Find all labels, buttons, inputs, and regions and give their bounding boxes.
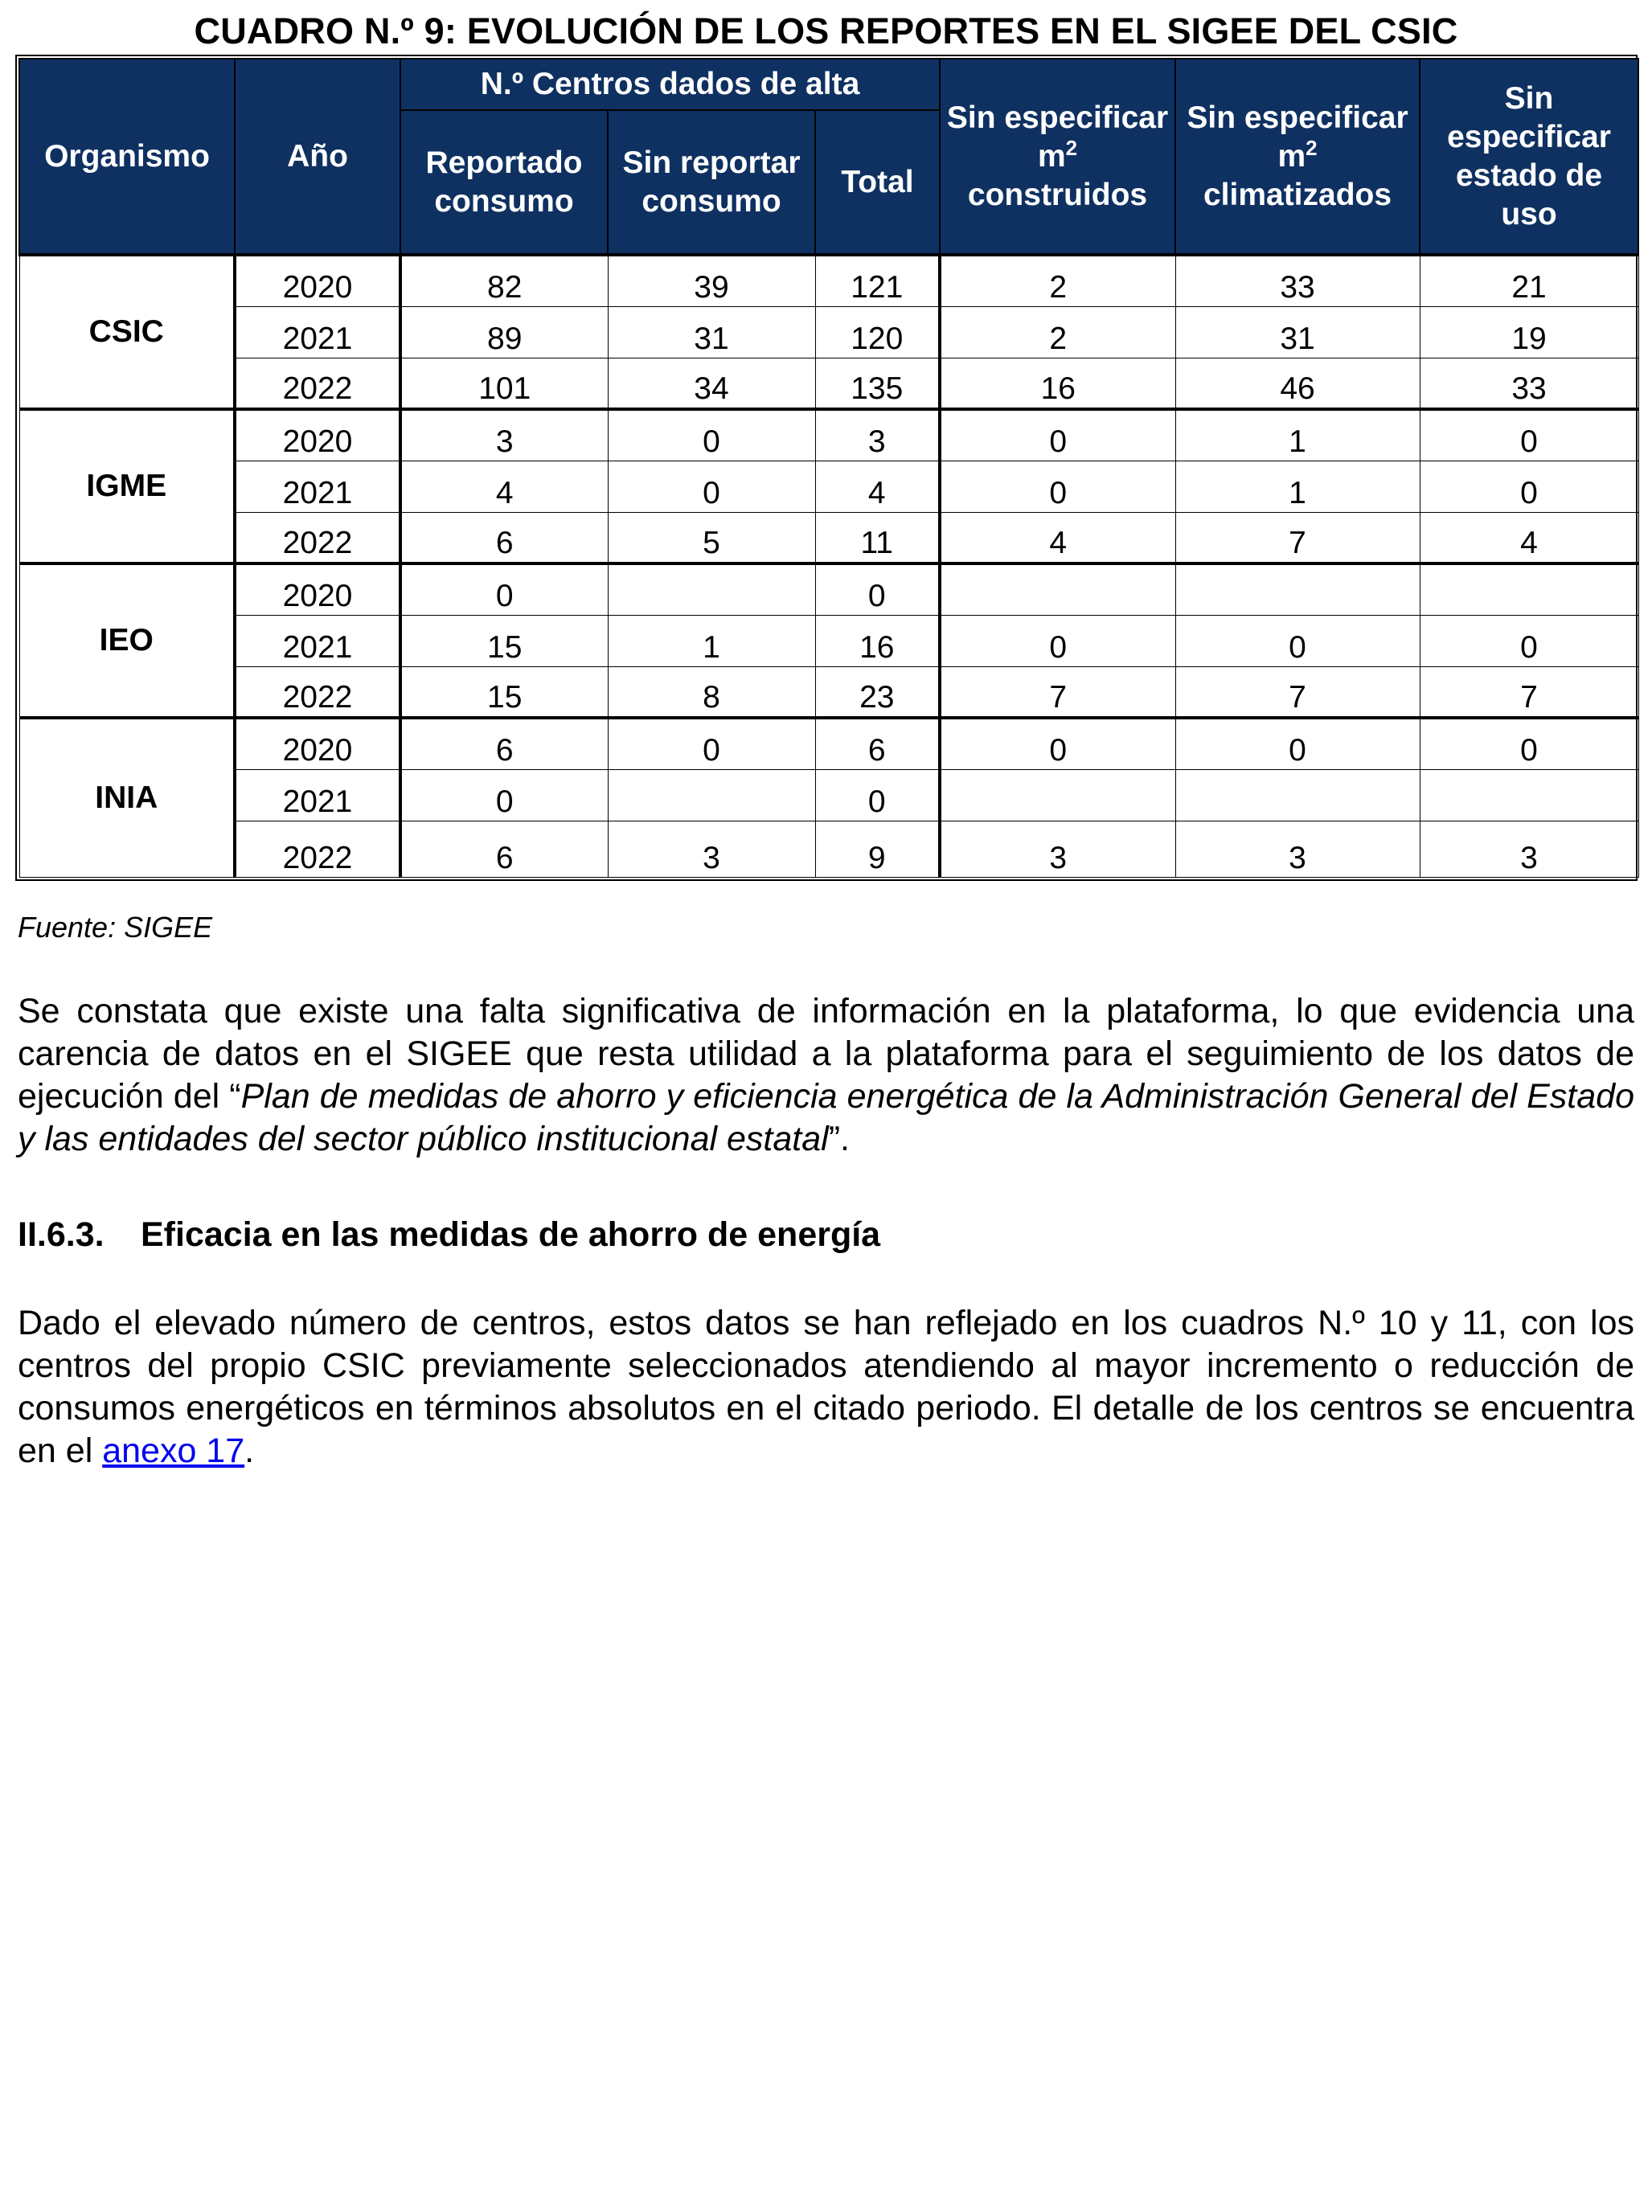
- value-cell: 7: [1420, 666, 1638, 718]
- table-body: [19, 255, 1638, 877]
- value-cell: 4: [940, 512, 1175, 563]
- organismo-cell: INIA: [19, 718, 235, 877]
- paragraph-1: Se constata que existe una falta significativa de información en la plataforma, lo que evidencia una carencia de datos en el SIGEE que resta utilidad a la plataforma para el seguimiento de los datos de ejecución del “Plan de medidas de ahorro y eficiencia energética de la Administración General del Estado y las entidades del sector público institucional estatal”.: [18, 992, 1634, 1158]
- value-cell: 0: [940, 718, 1175, 769]
- year-cell: 2022: [235, 358, 400, 409]
- table-row: [19, 409, 1638, 461]
- value-cell: 0: [608, 461, 815, 512]
- value-cell: 6: [400, 718, 608, 769]
- value-cell: 0: [1420, 718, 1638, 769]
- value-cell: 0: [400, 769, 608, 821]
- value-cell: 3: [1175, 821, 1420, 877]
- value-cell: 3: [815, 409, 940, 461]
- table-row: [19, 306, 1638, 358]
- value-cell: 1: [1175, 461, 1420, 512]
- table-row: [19, 615, 1638, 666]
- year-cell: 2021: [235, 615, 400, 666]
- year-cell: 2020: [235, 718, 400, 769]
- table-row: [19, 666, 1638, 718]
- year-cell: 2021: [235, 306, 400, 358]
- year-cell: 2022: [235, 821, 400, 877]
- header-estado-uso: Sin especificar estado de uso: [1420, 59, 1638, 255]
- value-cell: [1175, 563, 1420, 615]
- organismo-cell: CSIC: [19, 255, 235, 409]
- value-cell: 3: [400, 409, 608, 461]
- year-cell: 2020: [235, 255, 400, 306]
- value-cell: 0: [1420, 409, 1638, 461]
- value-cell: 33: [1175, 255, 1420, 306]
- year-cell: 2020: [235, 409, 400, 461]
- value-cell: 7: [1175, 512, 1420, 563]
- value-cell: 0: [608, 718, 815, 769]
- header-total: Total: [815, 110, 940, 255]
- value-cell: 3: [608, 821, 815, 877]
- value-cell: 0: [1175, 718, 1420, 769]
- value-cell: 31: [608, 306, 815, 358]
- year-cell: 2021: [235, 769, 400, 821]
- value-cell: 4: [815, 461, 940, 512]
- value-cell: 33: [1420, 358, 1638, 409]
- table-source: Fuente: SIGEE: [18, 911, 213, 944]
- value-cell: 1: [1175, 409, 1420, 461]
- value-cell: 120: [815, 306, 940, 358]
- table-row: [19, 358, 1638, 409]
- anexo-link[interactable]: anexo 17: [102, 1432, 245, 1470]
- organismo-cell: IGME: [19, 409, 235, 563]
- value-cell: 121: [815, 255, 940, 306]
- table-row: [19, 512, 1638, 563]
- value-cell: [1175, 769, 1420, 821]
- table-row: [19, 821, 1638, 877]
- value-cell: 46: [1175, 358, 1420, 409]
- value-cell: 39: [608, 255, 815, 306]
- value-cell: 0: [400, 563, 608, 615]
- year-cell: 2022: [235, 512, 400, 563]
- value-cell: [940, 769, 1175, 821]
- value-cell: 31: [1175, 306, 1420, 358]
- value-cell: 0: [1175, 615, 1420, 666]
- table-title: CUADRO N.º 9: EVOLUCIÓN DE LOS REPORTES EN EL SIGEE DEL CSIC: [194, 10, 1458, 51]
- value-cell: 3: [1420, 821, 1638, 877]
- value-cell: [608, 769, 815, 821]
- value-cell: 101: [400, 358, 608, 409]
- value-cell: [940, 563, 1175, 615]
- value-cell: 19: [1420, 306, 1638, 358]
- value-cell: 0: [940, 615, 1175, 666]
- table-row: [19, 461, 1638, 512]
- value-cell: 16: [815, 615, 940, 666]
- table-row: [19, 255, 1638, 306]
- header-m2-climatizados: Sin especificar $m^2$ climatizados: [1175, 59, 1420, 255]
- value-cell: 1: [608, 615, 815, 666]
- value-cell: [1420, 769, 1638, 821]
- value-cell: 89: [400, 306, 608, 358]
- header-reportado: Reportado consumo: [400, 110, 608, 255]
- section-heading: [18, 1212, 880, 1257]
- value-cell: 135: [815, 358, 940, 409]
- value-cell: 4: [400, 461, 608, 512]
- section-number: II.6.3.: [18, 1215, 105, 1254]
- value-cell: 8: [608, 666, 815, 718]
- value-cell: 23: [815, 666, 940, 718]
- value-cell: 5: [608, 512, 815, 563]
- value-cell: 0: [815, 769, 940, 821]
- value-cell: 34: [608, 358, 815, 409]
- value-cell: 0: [815, 563, 940, 615]
- value-cell: 0: [1420, 461, 1638, 512]
- value-cell: 0: [608, 409, 815, 461]
- value-cell: 7: [1175, 666, 1420, 718]
- table-row: [19, 769, 1638, 821]
- value-cell: 11: [815, 512, 940, 563]
- year-cell: 2021: [235, 461, 400, 512]
- value-cell: 6: [400, 821, 608, 877]
- value-cell: 21: [1420, 255, 1638, 306]
- plan-title: Plan de medidas de ahorro y eficiencia energética de la Administración General del Estado y las entidades del sector público institucional estatal: [18, 1077, 1634, 1158]
- value-cell: [608, 563, 815, 615]
- value-cell: 0: [1420, 615, 1638, 666]
- data-table: [18, 58, 1639, 878]
- header-m2-construidos: Sin especificar $m^2$ construidos: [940, 59, 1175, 255]
- value-cell: 9: [815, 821, 940, 877]
- organismo-cell: IEO: [19, 563, 235, 718]
- table-row: [19, 563, 1638, 615]
- value-cell: 15: [400, 615, 608, 666]
- value-cell: 82: [400, 255, 608, 306]
- data-table-frame: [15, 55, 1638, 881]
- table-row: [19, 718, 1638, 769]
- year-cell: 2020: [235, 563, 400, 615]
- value-cell: 0: [940, 461, 1175, 512]
- value-cell: 15: [400, 666, 608, 718]
- header-anio: Año: [235, 59, 400, 255]
- value-cell: 2: [940, 255, 1175, 306]
- value-cell: 3: [940, 821, 1175, 877]
- year-cell: 2022: [235, 666, 400, 718]
- section-title: Eficacia en las medidas de ahorro de energía: [141, 1215, 881, 1254]
- value-cell: 6: [400, 512, 608, 563]
- value-cell: 7: [940, 666, 1175, 718]
- value-cell: 2: [940, 306, 1175, 358]
- header-organismo: Organismo: [19, 59, 235, 255]
- value-cell: 4: [1420, 512, 1638, 563]
- paragraph-2: Dado el elevado número de centros, estos datos se han reflejado en los cuadros N.º 10 y 11, con los centros del propio CSIC previamente seleccionados atendiendo al mayor incremento o reducción de consumos energéticos en términos absolutos en el citado periodo. El detalle de los centros se encuentra en el anexo 17.: [18, 1304, 1634, 1470]
- value-cell: 16: [940, 358, 1175, 409]
- value-cell: [1420, 563, 1638, 615]
- header-sin-reportar: Sin reportar consumo: [608, 110, 815, 255]
- value-cell: 0: [940, 409, 1175, 461]
- header-centros-group: N.º Centros dados de alta: [400, 59, 940, 110]
- value-cell: 6: [815, 718, 940, 769]
